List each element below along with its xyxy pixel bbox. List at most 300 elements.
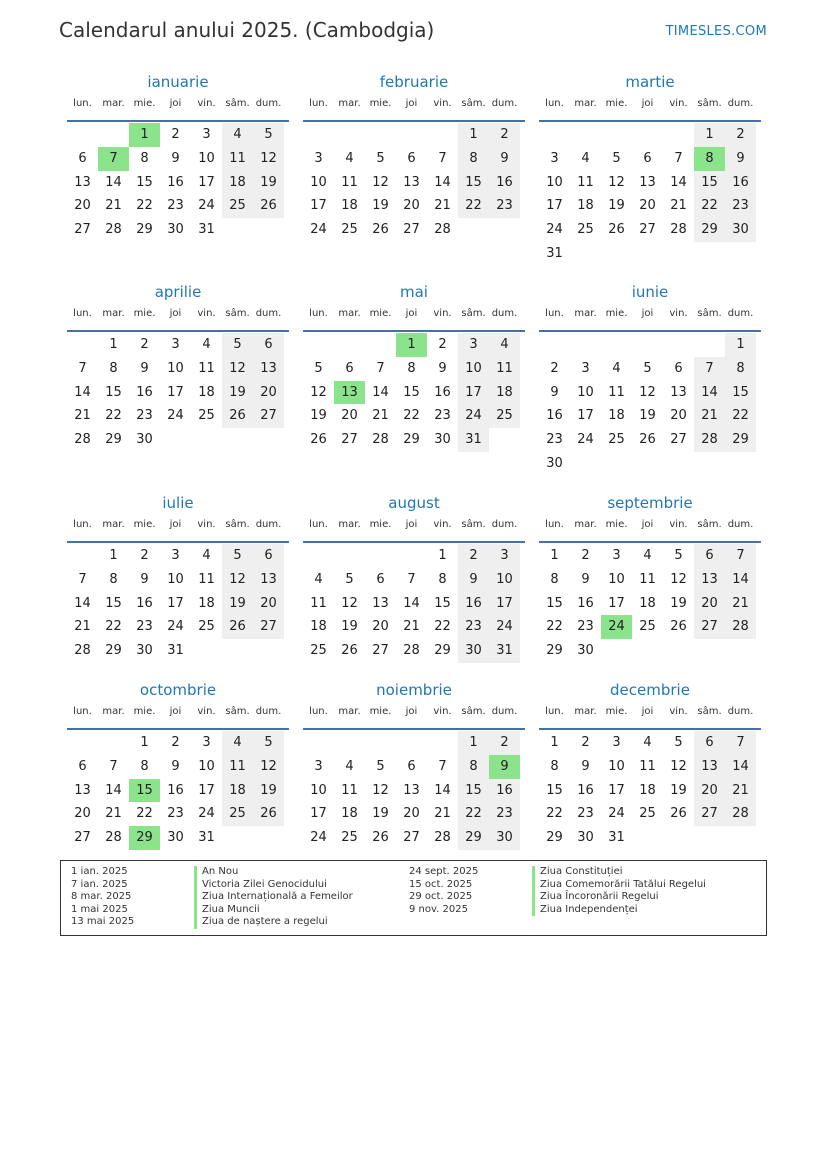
day-cell[interactable]: 15 — [694, 171, 725, 195]
day-cell[interactable]: 24 — [489, 615, 520, 639]
day-cell[interactable]: 29 — [546, 830, 563, 846]
day-cell[interactable]: 11 — [639, 758, 656, 774]
day-cell[interactable]: 1 — [129, 123, 160, 147]
day-cell[interactable]: 2 — [171, 735, 180, 750]
day-cell[interactable]: 6 — [694, 544, 725, 568]
day-cell[interactable]: 19 — [670, 782, 687, 798]
day-cell[interactable]: 29 — [694, 218, 725, 242]
day-cell[interactable]: 15 — [725, 381, 756, 405]
day-cell[interactable]: 10 — [310, 174, 327, 190]
day-cell[interactable]: 21 — [694, 404, 725, 428]
day-cell[interactable]: 11 — [222, 147, 253, 171]
day-cell[interactable]: 23 — [577, 619, 594, 635]
day-cell[interactable]: 19 — [372, 806, 389, 822]
day-cell[interactable]: 16 — [489, 779, 520, 803]
day-cell[interactable]: 20 — [639, 198, 656, 214]
day-cell[interactable]: 5 — [376, 150, 385, 166]
day-cell[interactable]: 26 — [372, 830, 389, 846]
day-cell[interactable]: 9 — [550, 384, 559, 400]
day-cell[interactable]: 20 — [694, 592, 725, 616]
day-cell[interactable]: 29 — [403, 432, 420, 448]
day-cell[interactable]: 20 — [670, 408, 687, 424]
day-cell[interactable]: 1 — [396, 333, 427, 357]
day-cell[interactable]: 13 — [253, 568, 284, 592]
day-cell[interactable]: 12 — [639, 384, 656, 400]
day-cell[interactable]: 16 — [458, 592, 489, 616]
day-cell[interactable]: 13 — [334, 381, 365, 405]
day-cell[interactable]: 1 — [109, 337, 118, 352]
day-cell[interactable]: 25 — [489, 404, 520, 428]
day-cell[interactable]: 27 — [403, 222, 420, 238]
day-cell[interactable]: 25 — [341, 830, 358, 846]
day-cell[interactable]: 5 — [376, 758, 385, 774]
day-cell[interactable]: 22 — [136, 198, 153, 214]
day-cell[interactable]: 9 — [489, 755, 520, 779]
day-cell[interactable]: 5 — [314, 360, 323, 376]
day-cell[interactable]: 2 — [725, 123, 756, 147]
day-cell[interactable]: 7 — [438, 150, 447, 166]
day-cell[interactable]: 7 — [725, 731, 756, 755]
day-cell[interactable]: 29 — [129, 826, 160, 850]
day-cell[interactable]: 15 — [434, 595, 451, 611]
day-cell[interactable]: 2 — [489, 731, 520, 755]
day-cell[interactable]: 7 — [78, 360, 87, 376]
day-cell[interactable]: 14 — [725, 755, 756, 779]
day-cell[interactable]: 25 — [222, 802, 253, 826]
day-cell[interactable]: 21 — [105, 198, 122, 214]
day-cell[interactable]: 24 — [577, 432, 594, 448]
day-cell[interactable]: 23 — [136, 619, 153, 635]
day-cell[interactable]: 6 — [253, 544, 284, 568]
day-cell[interactable]: 31 — [546, 245, 563, 261]
day-cell[interactable]: 10 — [577, 384, 594, 400]
day-cell[interactable]: 12 — [341, 595, 358, 611]
day-cell[interactable]: 8 — [550, 758, 559, 774]
day-cell[interactable]: 26 — [639, 432, 656, 448]
day-cell[interactable]: 15 — [129, 779, 160, 803]
day-cell[interactable]: 6 — [694, 731, 725, 755]
day-cell[interactable]: 17 — [608, 782, 625, 798]
day-cell[interactable]: 21 — [74, 619, 91, 635]
day-cell[interactable]: 11 — [577, 174, 594, 190]
day-cell[interactable]: 25 — [310, 643, 327, 659]
day-cell[interactable]: 19 — [310, 408, 327, 424]
day-cell[interactable]: 8 — [725, 357, 756, 381]
day-cell[interactable]: 21 — [725, 779, 756, 803]
day-cell[interactable]: 22 — [403, 408, 420, 424]
day-cell[interactable]: 19 — [341, 619, 358, 635]
day-cell[interactable]: 17 — [546, 198, 563, 214]
day-cell[interactable]: 17 — [608, 595, 625, 611]
day-cell[interactable]: 4 — [643, 548, 652, 563]
day-cell[interactable]: 24 — [198, 806, 215, 822]
day-cell[interactable]: 26 — [310, 432, 327, 448]
day-cell[interactable]: 16 — [546, 408, 563, 424]
day-cell[interactable]: 7 — [725, 544, 756, 568]
day-cell[interactable]: 29 — [105, 432, 122, 448]
day-cell[interactable]: 6 — [78, 150, 87, 166]
day-cell[interactable]: 10 — [310, 782, 327, 798]
day-cell[interactable]: 12 — [608, 174, 625, 190]
day-cell[interactable]: 8 — [550, 571, 559, 587]
day-cell[interactable]: 14 — [372, 384, 389, 400]
day-cell[interactable]: 20 — [74, 806, 91, 822]
day-cell[interactable]: 6 — [253, 333, 284, 357]
day-cell[interactable]: 29 — [105, 643, 122, 659]
day-cell[interactable]: 25 — [198, 408, 215, 424]
day-cell[interactable]: 8 — [438, 571, 447, 587]
day-cell[interactable]: 13 — [639, 174, 656, 190]
day-cell[interactable]: 20 — [372, 619, 389, 635]
day-cell[interactable]: 1 — [694, 123, 725, 147]
day-cell[interactable]: 7 — [376, 360, 385, 376]
day-cell[interactable]: 4 — [222, 731, 253, 755]
day-cell[interactable]: 7 — [109, 758, 118, 774]
day-cell[interactable]: 31 — [458, 428, 489, 452]
day-cell[interactable]: 10 — [167, 360, 184, 376]
day-cell[interactable]: 19 — [372, 198, 389, 214]
day-cell[interactable]: 27 — [74, 830, 91, 846]
day-cell[interactable]: 25 — [577, 222, 594, 238]
day-cell[interactable]: 10 — [198, 150, 215, 166]
day-cell[interactable]: 30 — [489, 826, 520, 850]
day-cell[interactable]: 23 — [458, 615, 489, 639]
day-cell[interactable]: 8 — [109, 360, 118, 376]
day-cell[interactable]: 31 — [198, 830, 215, 846]
day-cell[interactable]: 14 — [105, 174, 122, 190]
day-cell[interactable]: 9 — [489, 147, 520, 171]
day-cell[interactable]: 27 — [670, 432, 687, 448]
day-cell[interactable]: 18 — [608, 408, 625, 424]
day-cell[interactable]: 18 — [341, 806, 358, 822]
day-cell[interactable]: 21 — [725, 592, 756, 616]
day-cell[interactable]: 22 — [725, 404, 756, 428]
day-cell[interactable]: 20 — [253, 592, 284, 616]
day-cell[interactable]: 5 — [674, 548, 683, 563]
day-cell[interactable]: 22 — [105, 408, 122, 424]
day-cell[interactable]: 24 — [167, 408, 184, 424]
day-cell[interactable]: 22 — [136, 806, 153, 822]
day-cell[interactable]: 17 — [577, 408, 594, 424]
day-cell[interactable]: 29 — [434, 643, 451, 659]
day-cell[interactable]: 18 — [198, 595, 215, 611]
day-cell[interactable]: 18 — [639, 595, 656, 611]
day-cell[interactable]: 16 — [136, 384, 153, 400]
day-cell[interactable]: 26 — [670, 619, 687, 635]
day-cell[interactable]: 22 — [434, 619, 451, 635]
day-cell[interactable]: 3 — [171, 337, 180, 352]
day-cell[interactable]: 15 — [546, 782, 563, 798]
day-cell[interactable]: 1 — [140, 735, 149, 750]
day-cell[interactable]: 21 — [670, 198, 687, 214]
day-cell[interactable]: 27 — [403, 830, 420, 846]
day-cell[interactable]: 2 — [140, 548, 149, 563]
day-cell[interactable]: 11 — [198, 571, 215, 587]
day-cell[interactable]: 6 — [345, 360, 354, 376]
day-cell[interactable]: 13 — [253, 357, 284, 381]
day-cell[interactable]: 4 — [314, 571, 323, 587]
day-cell[interactable]: 12 — [253, 147, 284, 171]
day-cell[interactable]: 16 — [434, 384, 451, 400]
day-cell[interactable]: 23 — [489, 194, 520, 218]
day-cell[interactable]: 22 — [694, 194, 725, 218]
day-cell[interactable]: 9 — [171, 758, 180, 774]
day-cell[interactable]: 5 — [222, 333, 253, 357]
day-cell[interactable]: 5 — [222, 544, 253, 568]
day-cell[interactable]: 21 — [403, 619, 420, 635]
day-cell[interactable]: 19 — [253, 779, 284, 803]
day-cell[interactable]: 27 — [694, 802, 725, 826]
day-cell[interactable]: 26 — [372, 222, 389, 238]
day-cell[interactable]: 5 — [612, 150, 621, 166]
day-cell[interactable]: 1 — [725, 333, 756, 357]
day-cell[interactable]: 8 — [109, 571, 118, 587]
day-cell[interactable]: 23 — [577, 806, 594, 822]
day-cell[interactable]: 6 — [376, 571, 385, 587]
day-cell[interactable]: 10 — [489, 568, 520, 592]
day-cell[interactable]: 30 — [546, 455, 563, 471]
day-cell[interactable]: 16 — [489, 171, 520, 195]
day-cell[interactable]: 10 — [608, 571, 625, 587]
day-cell[interactable]: 30 — [167, 830, 184, 846]
day-cell[interactable]: 21 — [74, 408, 91, 424]
day-cell[interactable]: 22 — [458, 802, 489, 826]
day-cell[interactable]: 2 — [171, 127, 180, 142]
day-cell[interactable]: 24 — [458, 404, 489, 428]
day-cell[interactable]: 4 — [345, 150, 354, 166]
day-cell[interactable]: 21 — [105, 806, 122, 822]
day-cell[interactable]: 11 — [222, 755, 253, 779]
day-cell[interactable]: 25 — [222, 194, 253, 218]
day-cell[interactable]: 17 — [310, 198, 327, 214]
day-cell[interactable]: 29 — [725, 428, 756, 452]
day-cell[interactable]: 15 — [403, 384, 420, 400]
day-cell[interactable]: 24 — [310, 830, 327, 846]
day-cell[interactable]: 11 — [341, 174, 358, 190]
day-cell[interactable]: 12 — [222, 357, 253, 381]
day-cell[interactable]: 13 — [670, 384, 687, 400]
day-cell[interactable]: 4 — [222, 123, 253, 147]
day-cell[interactable]: 4 — [345, 758, 354, 774]
day-cell[interactable]: 31 — [489, 639, 520, 663]
day-cell[interactable]: 2 — [489, 123, 520, 147]
day-cell[interactable]: 8 — [407, 360, 416, 376]
day-cell[interactable]: 20 — [403, 806, 420, 822]
day-cell[interactable]: 9 — [438, 360, 447, 376]
day-cell[interactable]: 27 — [694, 615, 725, 639]
day-cell[interactable]: 16 — [136, 595, 153, 611]
day-cell[interactable]: 19 — [253, 171, 284, 195]
day-cell[interactable]: 24 — [310, 222, 327, 238]
day-cell[interactable]: 25 — [198, 619, 215, 635]
day-cell[interactable]: 28 — [670, 222, 687, 238]
day-cell[interactable]: 28 — [434, 830, 451, 846]
day-cell[interactable]: 2 — [438, 337, 447, 352]
day-cell[interactable]: 5 — [345, 571, 354, 587]
day-cell[interactable]: 5 — [643, 360, 652, 376]
day-cell[interactable]: 31 — [608, 830, 625, 846]
day-cell[interactable]: 14 — [694, 381, 725, 405]
day-cell[interactable]: 30 — [577, 643, 594, 659]
day-cell[interactable]: 28 — [105, 830, 122, 846]
day-cell[interactable]: 20 — [74, 198, 91, 214]
day-cell[interactable]: 11 — [608, 384, 625, 400]
day-cell[interactable]: 23 — [167, 198, 184, 214]
day-cell[interactable]: 19 — [608, 198, 625, 214]
day-cell[interactable]: 24 — [167, 619, 184, 635]
day-cell[interactable]: 18 — [577, 198, 594, 214]
day-cell[interactable]: 12 — [222, 568, 253, 592]
day-cell[interactable]: 3 — [202, 735, 211, 750]
day-cell[interactable]: 4 — [202, 548, 211, 563]
day-cell[interactable]: 3 — [458, 333, 489, 357]
day-cell[interactable]: 2 — [140, 337, 149, 352]
day-cell[interactable]: 9 — [581, 571, 590, 587]
day-cell[interactable]: 5 — [253, 123, 284, 147]
day-cell[interactable]: 26 — [222, 404, 253, 428]
day-cell[interactable]: 26 — [608, 222, 625, 238]
day-cell[interactable]: 18 — [489, 381, 520, 405]
day-cell[interactable]: 28 — [74, 432, 91, 448]
day-cell[interactable]: 28 — [694, 428, 725, 452]
day-cell[interactable]: 21 — [372, 408, 389, 424]
day-cell[interactable]: 27 — [253, 404, 284, 428]
day-cell[interactable]: 14 — [670, 174, 687, 190]
day-cell[interactable]: 18 — [341, 198, 358, 214]
day-cell[interactable]: 6 — [643, 150, 652, 166]
day-cell[interactable]: 14 — [74, 595, 91, 611]
day-cell[interactable]: 3 — [314, 758, 323, 774]
day-cell[interactable]: 14 — [434, 174, 451, 190]
day-cell[interactable]: 11 — [198, 360, 215, 376]
day-cell[interactable]: 2 — [458, 544, 489, 568]
day-cell[interactable]: 7 — [98, 147, 129, 171]
day-cell[interactable]: 3 — [171, 548, 180, 563]
day-cell[interactable]: 23 — [725, 194, 756, 218]
day-cell[interactable]: 22 — [546, 619, 563, 635]
day-cell[interactable]: 25 — [341, 222, 358, 238]
day-cell[interactable]: 10 — [167, 571, 184, 587]
day-cell[interactable]: 10 — [458, 357, 489, 381]
day-cell[interactable]: 14 — [725, 568, 756, 592]
day-cell[interactable]: 4 — [489, 333, 520, 357]
day-cell[interactable]: 24 — [546, 222, 563, 238]
day-cell[interactable]: 8 — [458, 755, 489, 779]
day-cell[interactable]: 28 — [725, 615, 756, 639]
day-cell[interactable]: 8 — [140, 758, 149, 774]
day-cell[interactable]: 23 — [489, 802, 520, 826]
day-cell[interactable]: 11 — [489, 357, 520, 381]
day-cell[interactable]: 7 — [78, 571, 87, 587]
day-cell[interactable]: 10 — [546, 174, 563, 190]
day-cell[interactable]: 16 — [167, 174, 184, 190]
day-cell[interactable]: 9 — [581, 758, 590, 774]
day-cell[interactable]: 8 — [694, 147, 725, 171]
day-cell[interactable]: 20 — [253, 381, 284, 405]
day-cell[interactable]: 22 — [546, 806, 563, 822]
day-cell[interactable]: 4 — [643, 735, 652, 750]
day-cell[interactable]: 12 — [670, 571, 687, 587]
day-cell[interactable]: 15 — [105, 595, 122, 611]
day-cell[interactable]: 30 — [136, 643, 153, 659]
day-cell[interactable]: 24 — [198, 198, 215, 214]
day-cell[interactable]: 16 — [725, 171, 756, 195]
day-cell[interactable]: 29 — [136, 222, 153, 238]
day-cell[interactable]: 16 — [167, 782, 184, 798]
day-cell[interactable]: 6 — [407, 758, 416, 774]
day-cell[interactable]: 25 — [639, 806, 656, 822]
day-cell[interactable]: 20 — [341, 408, 358, 424]
day-cell[interactable]: 14 — [403, 595, 420, 611]
day-cell[interactable]: 6 — [674, 360, 683, 376]
day-cell[interactable]: 30 — [167, 222, 184, 238]
day-cell[interactable]: 26 — [253, 802, 284, 826]
day-cell[interactable]: 7 — [407, 571, 416, 587]
day-cell[interactable]: 23 — [546, 432, 563, 448]
day-cell[interactable]: 19 — [222, 381, 253, 405]
day-cell[interactable]: 13 — [74, 174, 91, 190]
day-cell[interactable]: 31 — [198, 222, 215, 238]
day-cell[interactable]: 18 — [198, 384, 215, 400]
day-cell[interactable]: 26 — [222, 615, 253, 639]
day-cell[interactable]: 18 — [222, 779, 253, 803]
day-cell[interactable]: 27 — [74, 222, 91, 238]
day-cell[interactable]: 20 — [694, 779, 725, 803]
day-cell[interactable]: 15 — [546, 595, 563, 611]
day-cell[interactable]: 1 — [438, 548, 447, 563]
day-cell[interactable]: 3 — [612, 548, 621, 563]
day-cell[interactable]: 2 — [581, 548, 590, 563]
day-cell[interactable]: 30 — [136, 432, 153, 448]
day-cell[interactable]: 23 — [434, 408, 451, 424]
day-cell[interactable]: 12 — [310, 384, 327, 400]
day-cell[interactable]: 14 — [74, 384, 91, 400]
day-cell[interactable]: 22 — [458, 194, 489, 218]
day-cell[interactable]: 27 — [372, 643, 389, 659]
day-cell[interactable]: 12 — [372, 174, 389, 190]
day-cell[interactable]: 18 — [310, 619, 327, 635]
day-cell[interactable]: 17 — [167, 595, 184, 611]
day-cell[interactable]: 28 — [725, 802, 756, 826]
day-cell[interactable]: 4 — [612, 360, 621, 376]
day-cell[interactable]: 27 — [341, 432, 358, 448]
day-cell[interactable]: 23 — [136, 408, 153, 424]
brand-logo[interactable]: TIMESLES.COM — [665, 24, 767, 39]
day-cell[interactable]: 13 — [74, 782, 91, 798]
day-cell[interactable]: 9 — [140, 571, 149, 587]
day-cell[interactable]: 26 — [670, 806, 687, 822]
day-cell[interactable]: 9 — [725, 147, 756, 171]
day-cell[interactable]: 6 — [407, 150, 416, 166]
day-cell[interactable]: 1 — [109, 548, 118, 563]
day-cell[interactable]: 9 — [171, 150, 180, 166]
day-cell[interactable]: 19 — [222, 592, 253, 616]
day-cell[interactable]: 26 — [253, 194, 284, 218]
day-cell[interactable]: 26 — [341, 643, 358, 659]
day-cell[interactable]: 25 — [639, 619, 656, 635]
day-cell[interactable]: 4 — [581, 150, 590, 166]
day-cell[interactable]: 5 — [674, 735, 683, 750]
day-cell[interactable]: 2 — [581, 735, 590, 750]
day-cell[interactable]: 28 — [372, 432, 389, 448]
day-cell[interactable]: 13 — [694, 755, 725, 779]
day-cell[interactable]: 16 — [577, 782, 594, 798]
day-cell[interactable]: 28 — [434, 222, 451, 238]
day-cell[interactable]: 17 — [489, 592, 520, 616]
day-cell[interactable]: 24 — [608, 806, 625, 822]
day-cell[interactable]: 3 — [314, 150, 323, 166]
day-cell[interactable]: 17 — [310, 806, 327, 822]
